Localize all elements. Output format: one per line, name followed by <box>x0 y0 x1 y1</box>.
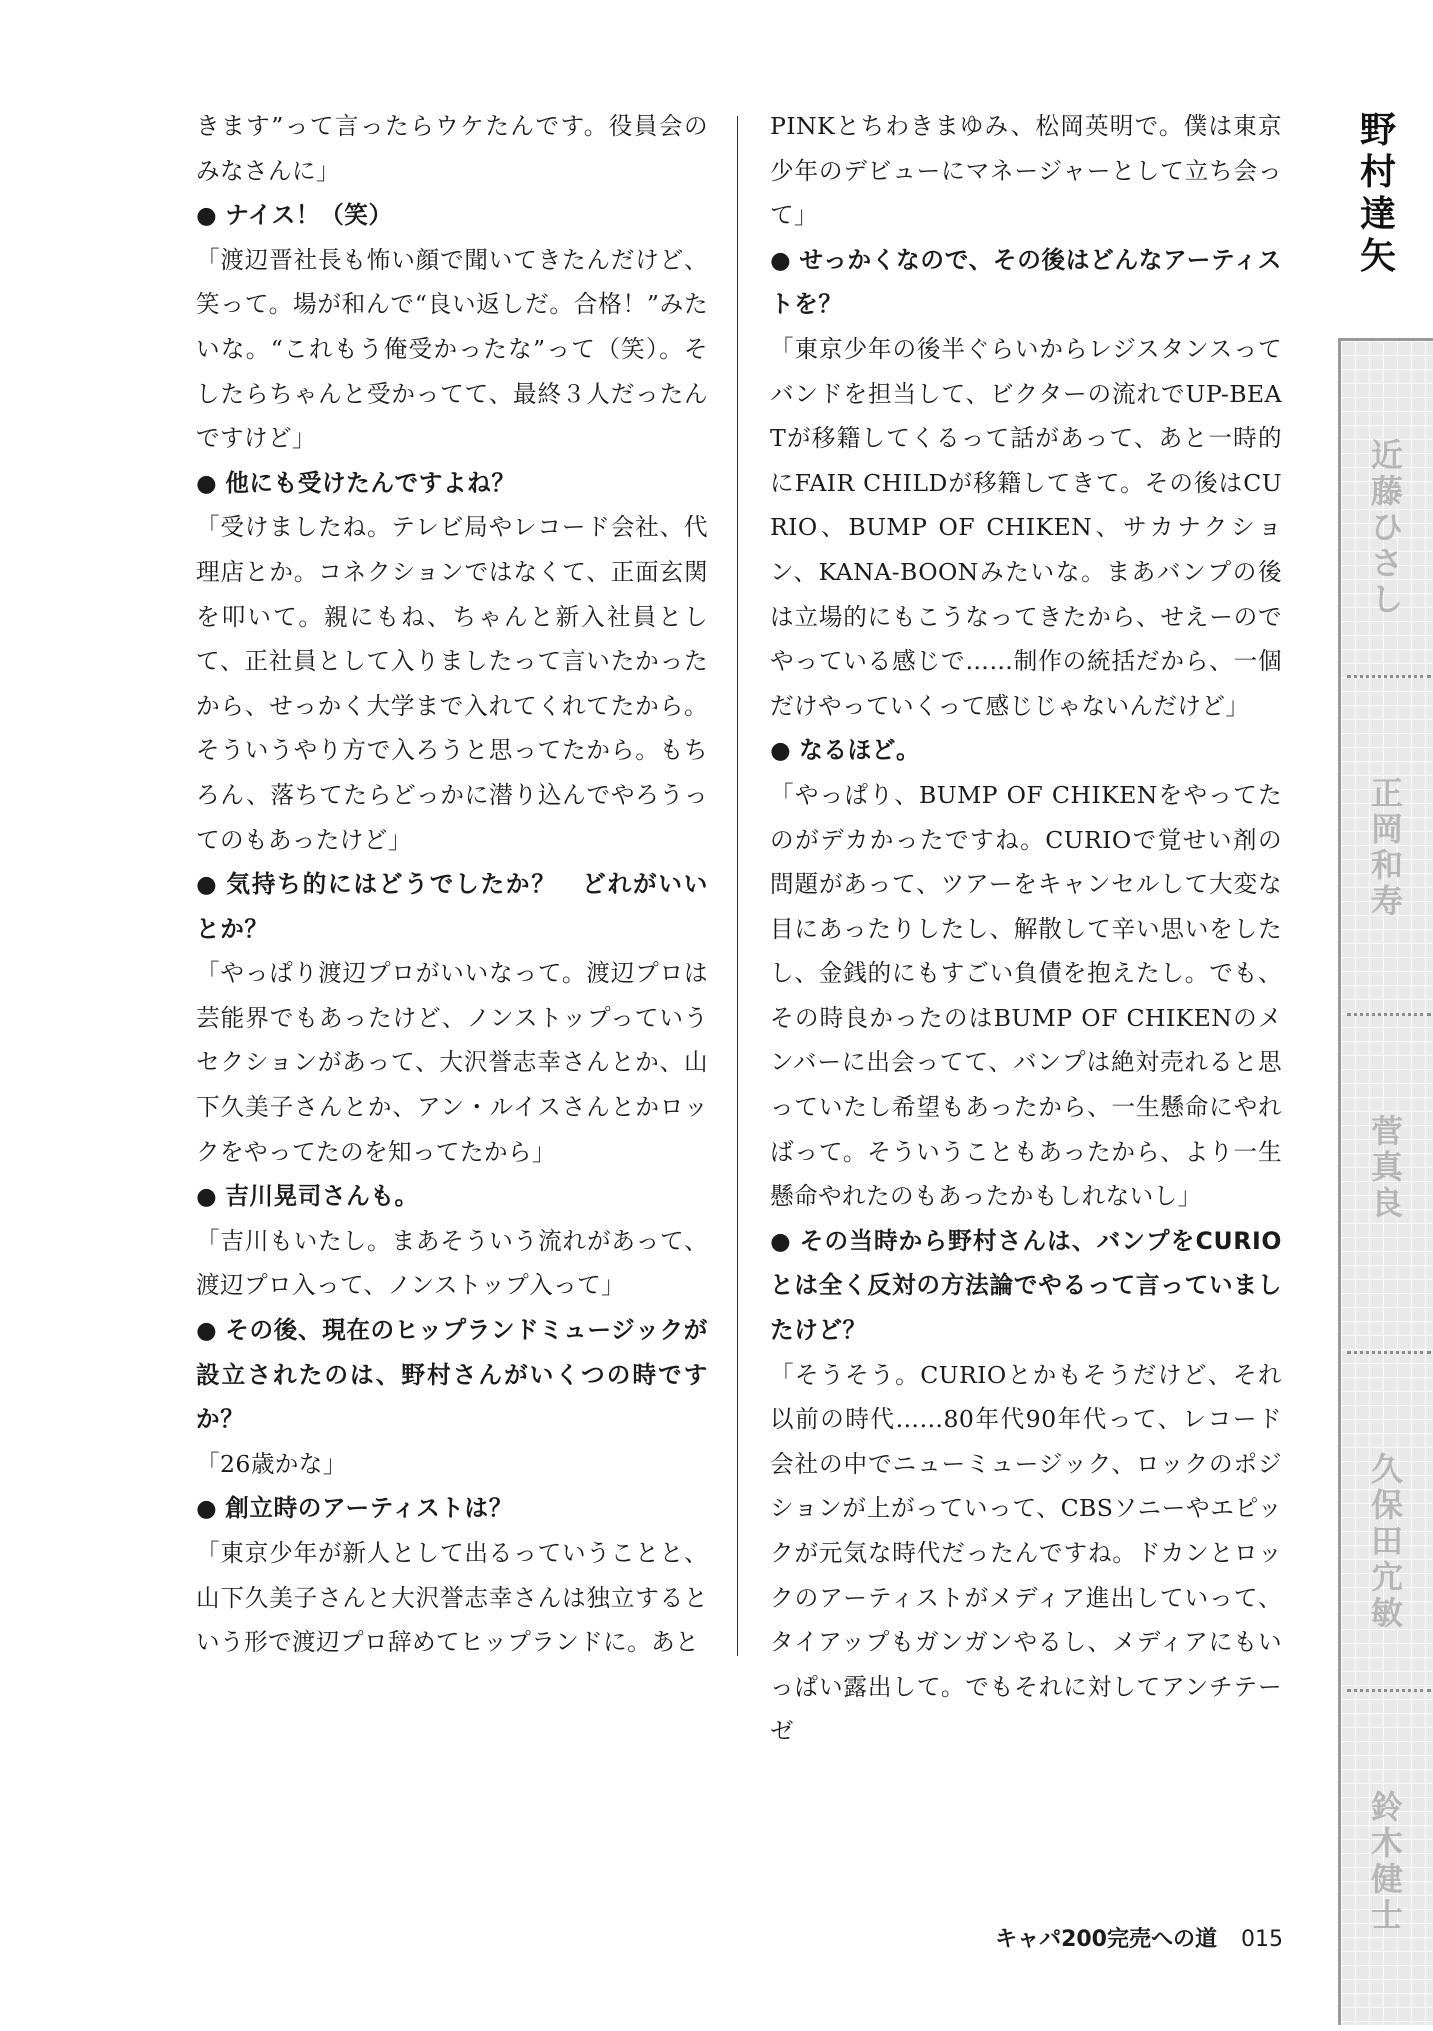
index-tab-panel <box>1338 338 1433 2025</box>
paragraph-question: ● その当時から野村さんは、バンプをCURIOとは全く反対の方法論でやるって言っていましたけど？ <box>770 1219 1282 1353</box>
paragraph-question: ● 他にも受けたんですよね？ <box>196 461 708 506</box>
paragraph-answer: 「26歳かな」 <box>196 1449 347 1478</box>
paragraph-question: ● 創立時のアーティストは？ <box>196 1486 708 1531</box>
index-tab-label: 正岡和寿 <box>1370 774 1403 920</box>
paragraph-answer: 「渡辺晋社長も怖い顔で聞いてきたんだけど、笑って。場が和んで“良い返しだ。合格！”みたいな。“これもう俺受かったな”って（笑）。そしたらちゃんと受かってて、最終３人だったんですけど」 <box>196 245 708 453</box>
right-column <box>770 104 1282 1754</box>
paragraph-answer: 「東京少年が新人として出るっていうことと、山下久美子さんと大沢誉志幸さんは独立するという形で渡辺プロ辞めてヒップランドに。あと <box>196 1539 708 1657</box>
paragraph-answer: 「やっぱり渡辺プロがいいなって。渡辺プロは芸能界でもあったけど、ノンストップっていうセクションがあって、大沢誉志幸さんとか、山下久美子さんとか、アン・ルイスさんとかロックをやってたのを知ってたから」 <box>196 959 708 1166</box>
tab-separator <box>1347 1689 1431 1692</box>
paragraph-answer: 「そうそう。CURIOとかもそうだけど、それ以前の時代……80年代90年代って、レコード会社の中でニューミュージック、ロックのポジションが上がっていって、CBSソニーやエピックが元気な時代だったんですね。ドカンとロックのアーティストがメディア進出していって、タイアップもガンガンやるし、メディアにもいっぱい露出して。でもそれに対してアンチテーゼ <box>770 1360 1282 1746</box>
index-tab[interactable] <box>1341 679 1433 1017</box>
index-tab[interactable] <box>1341 1017 1433 1355</box>
index-tab[interactable] <box>1341 1355 1433 1693</box>
book-title: キャパ200完売への道 <box>995 1927 1217 1952</box>
tab-separator <box>1347 1351 1431 1354</box>
index-tab[interactable] <box>1341 1693 1433 2031</box>
paragraph-question: ● せっかくなので、その後はどんなアーティストを？ <box>770 238 1282 327</box>
paragraph-answer: PINKとちわきまゆみ、松岡英明で。僕は東京少年のデビューにマネージャーとして立ち会って」 <box>770 112 1282 230</box>
index-tab-label: 菅 真良 <box>1370 1112 1403 1222</box>
paragraph-answer: 「やっぱり、BUMP OF CHIKENをやってたのがデカかったですね。CURIOで覚せい剤の問題があって、ツアーをキャンセルして大変な目にあったりしたし、解散して辛い思いをしたし、金銭的にもすごい負債を抱えたし。でも、その時良かったのはBUMP OF CHIKENのメンバーに出会ってて、バンプは絶対売れると思っていたし希望もあったから、一生懸命にやればって。そういうこともあったから、より一生懸命やれたのもあったかもしれないし」 <box>770 780 1282 1211</box>
index-tab-label: 久保田宂敏 <box>1370 1450 1403 1632</box>
paragraph-answer: 「受けましたね。テレビ局やレコード会社、代理店とか。コネクションではなくて、正面玄関を叩いて。親にもね、ちゃんと新入社員として、正社員として入りましたって言いたかったから、せっかく大学まで入れてくれてたから。そういうやり方で入ろうと思ってたから。もちろん、落ちてたらどっかに潜り込んでやろうってのもあったけど」 <box>196 513 708 854</box>
paragraph-answer: きます”って言ったらウケたんです。役員会のみなさんに」 <box>196 112 708 185</box>
paragraph-question: ● なるほど。 <box>770 728 1282 773</box>
left-column <box>196 104 708 1665</box>
paragraph-answer: 「東京少年の後半ぐらいからレジスタンスってバンドを担当して、ビクターの流れでUP-BEATが移籍してくるって話があって、あと一時的にFAIR CHILDが移籍してきて。その後はCURIO、BUMP OF CHIKEN、サカナクション、KANA-BOONみたいな。まあバンプの後は立場的にもこうなってきたから、せえーのでやっている感じで……制作の統括だから、一個だけやっていくって感じじゃないんだけど」 <box>770 334 1282 720</box>
index-tab-label: 鈴木健士 <box>1370 1788 1403 1934</box>
paragraph-question: ● ナイス！（笑） <box>196 193 708 238</box>
paragraph-question: ● 吉川晃司さんも。 <box>196 1174 708 1219</box>
paragraph-question: ● その後、現在のヒップランドミュージックが設立されたのは、野村さんがいくつの時ですか？ <box>196 1308 708 1442</box>
current-interviewee-label: 野村達矢 <box>1359 110 1396 277</box>
column-divider <box>737 116 738 1656</box>
tab-separator <box>1347 675 1431 678</box>
index-tab[interactable] <box>1341 341 1433 679</box>
paragraph-question: ● 気持ち的にはどうでしたか？ どれがいいとか？ <box>196 862 708 951</box>
page-number: 015 <box>1241 1927 1283 1952</box>
index-tab-label: 近藤ひさし <box>1370 436 1403 618</box>
tab-separator <box>1347 1013 1431 1016</box>
running-footer <box>995 1922 1283 1953</box>
paragraph-answer: 「吉川もいたし。まあそういう流れがあって、渡辺プロ入って、ノンストップ入って」 <box>196 1226 708 1300</box>
